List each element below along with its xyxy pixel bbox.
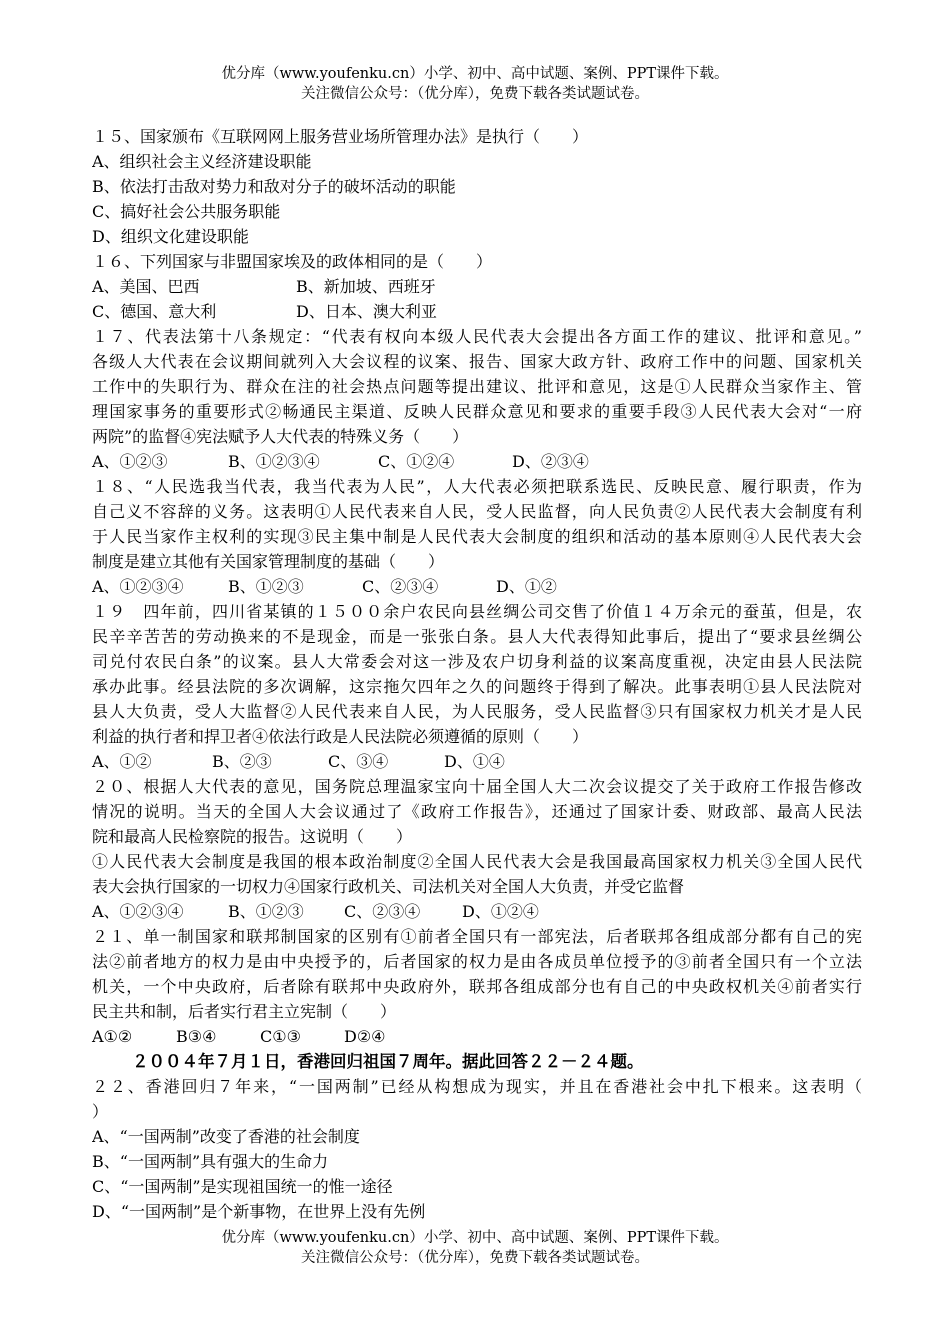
question-line: 制度是建立其他有关国家管理制度的基础（ ） (92, 552, 445, 571)
section-heading: ２００４年７月１日，香港回归祖国７周年。据此回答２２－２４题。 (132, 1052, 644, 1071)
question-line: １９ 四年前，四川省某镇的１５００余户农民向县丝绸公司交售了价值１４万余元的蚕茧，但是，农 (92, 602, 862, 621)
option-d: D、①④ (444, 752, 505, 771)
question-line: 各级人大代表在会议期间就列入大会议程的议案、报告、国家大政方针、政府工作中的问题、国家机关 (92, 352, 862, 371)
option-a: A、①②③ (92, 452, 168, 471)
question-line: 承办此事。经县法院的多次调解，这宗拖欠四年之久的问题终于得到了解决。此事表明①县人民法院对 (92, 677, 862, 696)
question-line: 自己义不容辞的义务。这表明①人民代表来自人民，受人民监督，向人民负责②人民代表大会制度有利 (92, 502, 862, 521)
footer-line-1: 优分库（www.youfenku.cn）小学、初中、高中试题、案例、PPT课件下载。 (221, 1230, 729, 1246)
question-line: 法②前者地方的权力是由中央授予的，后者国家的权力是由各成员单位授予的③前者全国只有一个立法 (92, 952, 862, 971)
question-line: ①人民代表大会制度是我国的根本政治制度②全国人民代表大会是我国最高国家权力机关③全国人民代 (92, 852, 862, 871)
question-16 (92, 249, 862, 324)
option-b: B、②③ (212, 752, 272, 771)
option-b: B、“一国两制”具有强大的生命力 (92, 1152, 329, 1171)
option-a: A、组织社会主义经济建设职能 (92, 152, 312, 171)
question-21 (92, 924, 862, 1049)
footer-line-2: 关注微信公众号：（优分库），免费下载各类试题试卷。 (301, 1250, 649, 1266)
page-footer (0, 1228, 950, 1268)
options-row-2 (92, 299, 862, 324)
exam-content (92, 124, 862, 1224)
question-line: ） (92, 1102, 109, 1121)
question-line: １８、“人民选我当代表，我当代表为人民”，人大代表必须把联系选民、反映民意、履行职责，作为 (92, 477, 862, 496)
question-line: 机关，一个中央政府，后者除有联邦中央政府外，联邦各组成部分也有自己的中央政权机关④前者实行 (92, 977, 862, 996)
question-line: 情况的说明。当天的全国人大会议通过了《政府工作报告》，还通过了国家计委、财政部、最高人民法 (92, 802, 862, 821)
question-stem: １６、下列国家与非盟国家埃及的政体相同的是（ ） (92, 252, 493, 271)
option-a: A、“一国两制”改变了香港的社会制度 (92, 1127, 360, 1146)
question-line: 院和最高人民检察院的报告。这说明（ ） (92, 827, 413, 846)
option-a: A、①②③④ (92, 902, 184, 921)
option-b: B、新加坡、西班牙 (296, 277, 436, 296)
option-c: C、德国、意大利 (92, 302, 217, 321)
options-row (92, 749, 862, 774)
option-d: D、组织文化建设职能 (92, 227, 249, 246)
question-stem: １５、国家颁布《互联网网上服务营业场所管理办法》是执行（ ） (92, 127, 589, 146)
options-row-1 (92, 274, 862, 299)
option-d: D、“一国两制”是个新事物，在世界上没有先例 (92, 1202, 426, 1221)
option-b: B、①②③ (228, 902, 304, 921)
option-c: C、③④ (328, 752, 389, 771)
option-c: C、“一国两制”是实现祖国统一的惟一途径 (92, 1177, 393, 1196)
question-15 (92, 124, 862, 249)
question-18 (92, 474, 862, 599)
option-d: D、①② (496, 577, 557, 596)
option-d: D、①②④ (462, 902, 539, 921)
question-line: 表大会执行国家的一切权力④国家行政机关、司法机关对全国人大负责，并受它监督 (92, 877, 685, 896)
question-20 (92, 774, 862, 924)
option-b: B③④ (176, 1027, 217, 1046)
option-c: C①③ (260, 1027, 301, 1046)
option-c: C、②③④ (344, 902, 421, 921)
header-line-2: 关注微信公众号：（优分库），免费下载各类试题试卷。 (301, 86, 649, 102)
question-line: 理国家事务的重要形式②畅通民主渠道、反映人民群众意见和要求的重要手段③人民代表大会对“一府 (92, 402, 862, 421)
option-b: B、依法打击敌对势力和敌对分子的破坏活动的职能 (92, 177, 456, 196)
question-line: 于人民当家作主权利的实现③民主集中制是人民代表大会制度的组织和活动的基本原则④人民代表大会 (92, 527, 862, 546)
option-c: C、②③④ (362, 577, 439, 596)
option-c: C、搞好社会公共服务职能 (92, 202, 281, 221)
question-17 (92, 324, 862, 474)
question-line: 利益的执行者和捍卫者④依法行政是人民法院必须遵循的原则（ ） (92, 727, 589, 746)
option-a: A、①② (92, 752, 152, 771)
options-row (92, 449, 862, 474)
option-d: D、日本、澳大利亚 (296, 302, 437, 321)
option-b: B、①②③④ (228, 452, 320, 471)
question-line: ２２、香港回归７年来，“一国两制”已经从构想成为现实，并且在香港社会中扎下根来。这表明（ (92, 1077, 862, 1096)
option-d: D、②③④ (512, 452, 589, 471)
question-line: 县人大负责，受人大监督②人民代表来自人民，为人民服务，受人民监督③只有国家权力机关才是人民 (92, 702, 862, 721)
option-d: D②④ (344, 1027, 386, 1046)
question-line: 工作中的失职行为、群众在注的社会热点问题等提出建议、批评和意见，这是①人民群众当家作主、管 (92, 377, 862, 396)
option-a: A①② (92, 1027, 133, 1046)
question-line: ２０、根据人大代表的意见，国务院总理温家宝向十届全国人大二次会议提交了关于政府工作报告修改 (92, 777, 862, 796)
options-row (92, 1024, 862, 1049)
options-row (92, 899, 862, 924)
question-22 (92, 1074, 862, 1224)
question-19 (92, 599, 862, 774)
page-header (0, 64, 950, 104)
question-line: 民主共和制，后者实行君主立宪制（ ） (92, 1002, 397, 1021)
question-line: １７、代表法第十八条规定：“代表有权向本级人民代表大会提出各方面工作的建议、批评和意见。” (92, 327, 862, 346)
option-a: A、美国、巴西 (92, 277, 200, 296)
question-line: ２１、单一制国家和联邦制国家的区别有①前者全国只有一部宪法，后者联邦各组成部分都有自己的宪 (92, 927, 862, 946)
question-line: 两院”的监督④宪法赋予人大代表的特殊义务（ ） (92, 427, 469, 446)
header-line-1: 优分库（www.youfenku.cn）小学、初中、高中试题、案例、PPT课件下载。 (221, 66, 729, 82)
option-a: A、①②③④ (92, 577, 184, 596)
option-b: B、①②③ (228, 577, 304, 596)
question-line: 司兑付农民白条”的议案。县人大常委会对这一涉及农户切身利益的议案高度重视，决定由县人民法院 (92, 652, 862, 671)
option-c: C、①②④ (378, 452, 455, 471)
question-line: 民辛辛苦苦的劳动换来的不是现金，而是一张张白条。县人大代表得知此事后，提出了“要求县丝绸公 (92, 627, 862, 646)
options-row (92, 574, 862, 599)
